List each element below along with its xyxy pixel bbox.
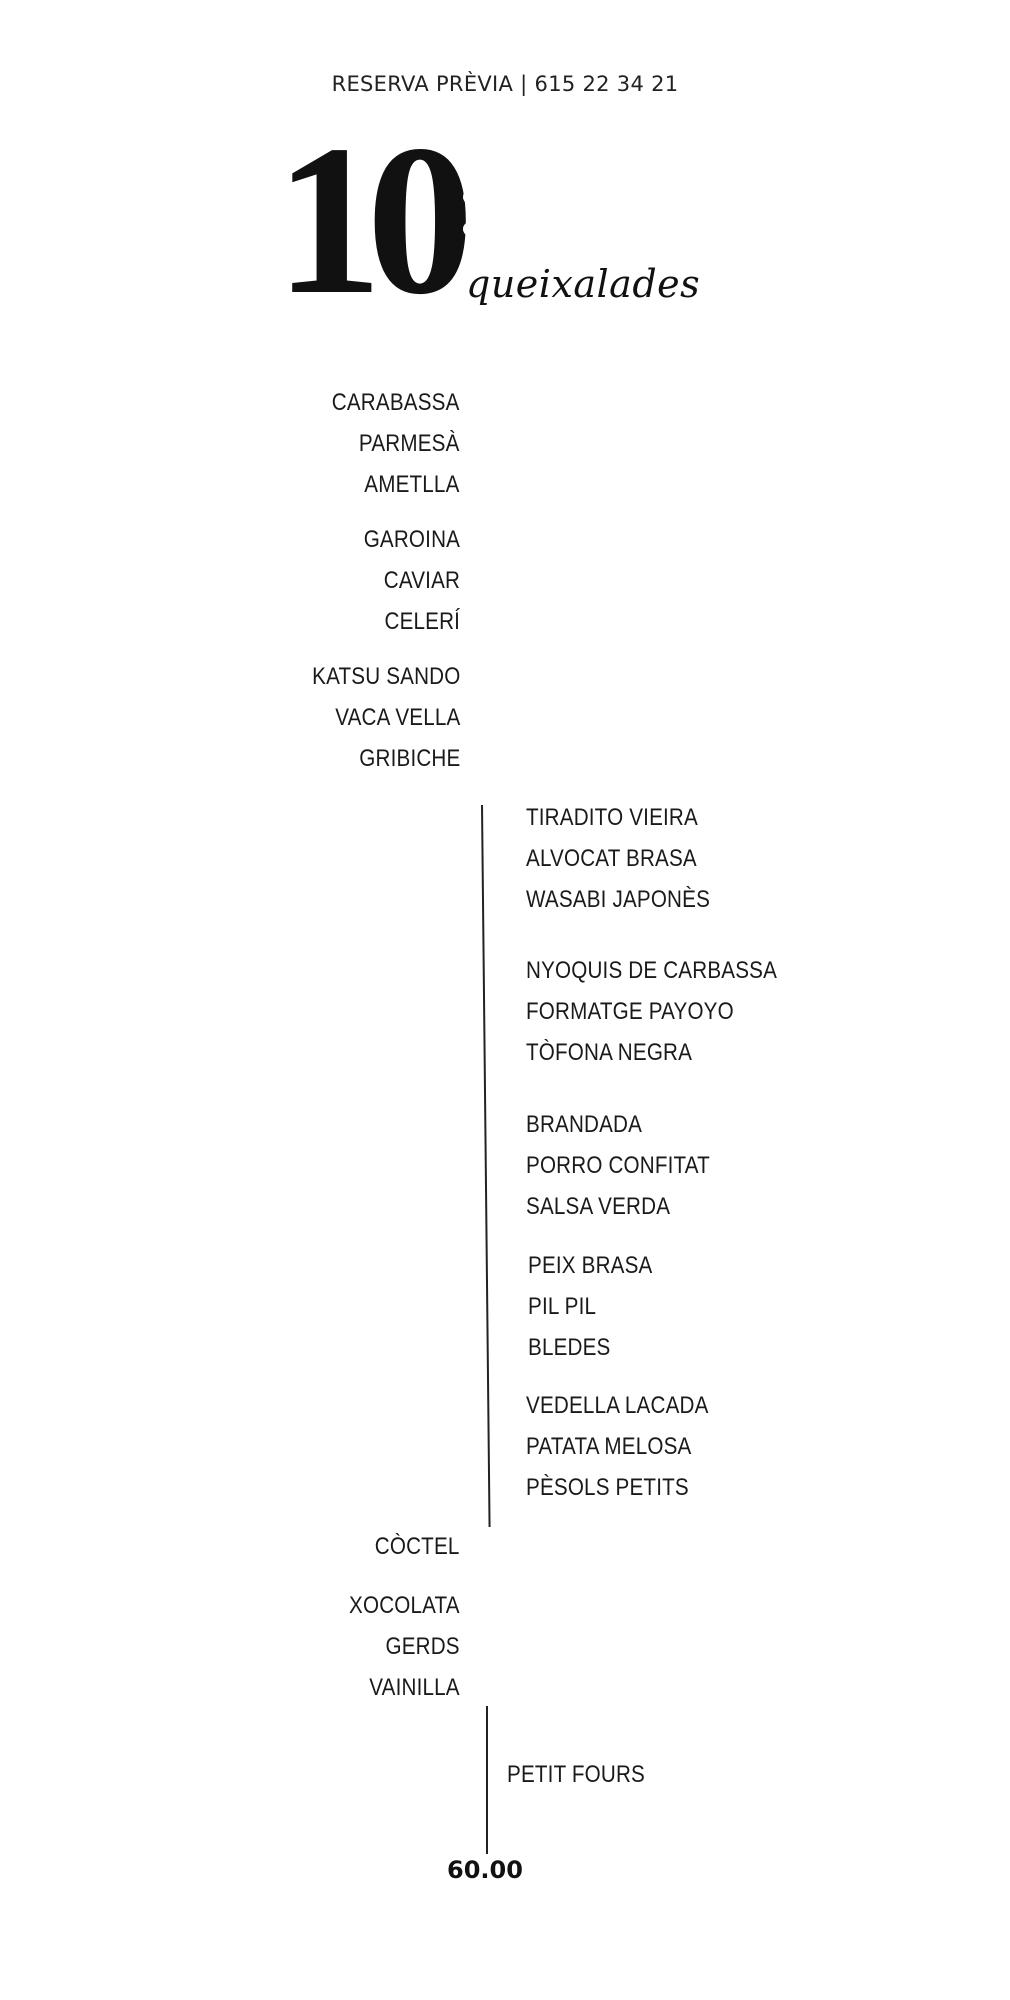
course-group	[526, 1104, 740, 1227]
dish-item: CARABASSA	[332, 389, 460, 416]
dish-item: VEDELLA LACADA	[526, 1392, 709, 1419]
dish-item: XOCOLATA	[349, 1592, 460, 1619]
dish-item: CELERÍ	[384, 608, 460, 635]
dish-item: BRANDADA	[526, 1111, 643, 1138]
dish-item: TIRADITO VIEIRA	[526, 804, 698, 831]
dessert-course	[331, 1585, 460, 1708]
dish-item: GAROINA	[363, 526, 460, 553]
divider-line	[486, 1706, 488, 1854]
cocktail-course	[361, 1526, 460, 1567]
dish-item: TÒFONA NEGRA	[526, 1039, 693, 1066]
dish-item: AMETLLA	[364, 471, 460, 498]
dish-item: WASABI JAPONÈS	[526, 886, 711, 913]
logo-bite-marks	[463, 190, 477, 254]
logo-number: 10	[275, 100, 458, 339]
dish-item: PEIX BRASA	[528, 1252, 653, 1279]
course-group	[288, 656, 460, 779]
course-group	[311, 382, 460, 505]
dish-item: FORMATGE PAYOYO	[526, 998, 734, 1025]
dish-item: PATATA MELOSA	[526, 1433, 692, 1460]
dish-item: PIL PIL	[528, 1293, 597, 1320]
dish-item: PARMESÀ	[359, 430, 460, 457]
divider-line	[481, 805, 491, 1527]
logo-word: queixalades	[466, 262, 701, 306]
course-group	[526, 1385, 738, 1508]
dish-item: KATSU SANDO	[311, 663, 460, 690]
dish-item: SALSA VERDA	[526, 1193, 671, 1220]
course-group	[526, 797, 740, 920]
dish-item: NYOQUIS DE CARBASSA	[526, 957, 778, 984]
course-group	[528, 1245, 673, 1368]
dish-item: GRIBICHE	[358, 745, 460, 772]
dish-item: VACA VELLA	[334, 704, 460, 731]
dish-item: VAINILLA	[369, 1674, 460, 1701]
reservation-line: RESERVA PRÈVIA | 615 22 34 21	[331, 72, 679, 96]
petit-fours-course	[507, 1754, 667, 1795]
dish-item: BLEDES	[528, 1334, 611, 1361]
menu-price: 60.00	[447, 1856, 523, 1884]
course-group	[348, 519, 460, 642]
dish-item: CÒCTEL	[375, 1533, 460, 1560]
dish-item: CAVIAR	[383, 567, 460, 594]
dish-item: PÈSOLS PETITS	[526, 1474, 689, 1501]
course-group	[526, 950, 818, 1073]
dish-item: PORRO CONFITAT	[526, 1152, 710, 1179]
dish-item: GERDS	[385, 1633, 460, 1660]
dish-item: PETIT FOURS	[507, 1761, 645, 1788]
dish-item: ALVOCAT BRASA	[526, 845, 697, 872]
